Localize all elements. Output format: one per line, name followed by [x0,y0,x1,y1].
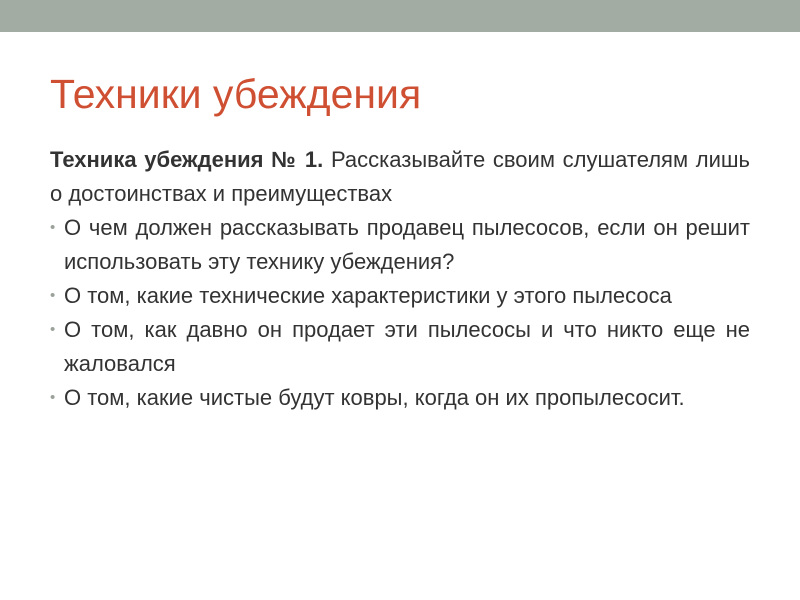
bullet-icon: • [50,389,56,406]
bullet-text: О чем должен рассказывать продавец пылесосов, если он решит использовать эту технику убеждения? [64,215,750,274]
bullet-icon: • [50,287,56,304]
slide-body [50,143,750,415]
intro-paragraph [50,143,750,211]
list-item [50,313,750,381]
bullet-text: О том, какие чистые будут ковры, когда он их пропылесосит. [64,385,685,410]
list-item [50,279,750,313]
list-item [50,381,750,415]
intro-text: Рассказывайте своим слушателям лишь о достоинствах и преимуществах [50,147,750,206]
bullet-icon: • [50,321,56,338]
slide-title: Техники убеждения [50,71,422,117]
intro-lead: Техника убеждения № 1. [50,147,324,172]
bullet-text: О том, как давно он продает эти пылесосы и что никто еще не жаловался [64,317,750,376]
top-bar [0,0,800,32]
bullet-icon: • [50,219,56,236]
bullet-list [50,211,750,415]
list-item [50,211,750,279]
bullet-text: О том, какие технические характеристики у этого пылесоса [64,283,672,308]
